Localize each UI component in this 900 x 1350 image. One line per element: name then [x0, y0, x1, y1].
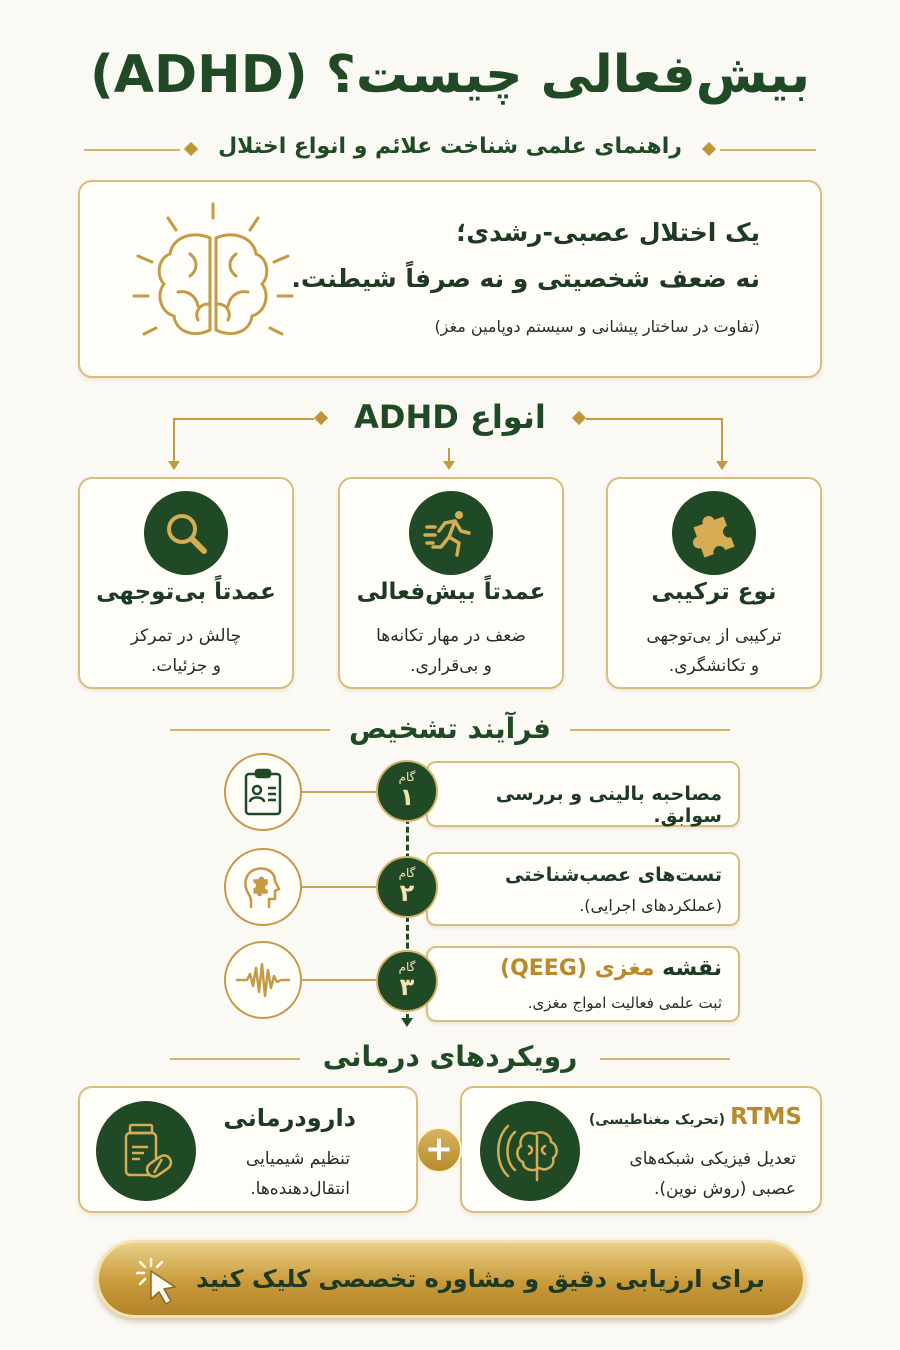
type-desc [608, 621, 820, 681]
step-label: گام [398, 866, 416, 880]
brain-icon [128, 196, 298, 366]
step-title: مصاحبه بالینی و بررسی سوابق. [495, 783, 722, 827]
step-number: ۲ [399, 879, 415, 907]
step-label: گام [398, 960, 416, 974]
step-badge-2 [376, 856, 438, 918]
step-number: ۱ [399, 783, 415, 811]
type-card-inattentive [78, 477, 294, 689]
head-puzzle-icon [224, 848, 302, 926]
type-desc [80, 621, 292, 681]
medication-desc-line: انتقال‌دهنده‌ها. [250, 1179, 350, 1199]
intro-line-1: یک اختلال عصبی-رشدی؛ [456, 218, 760, 247]
running-person-icon [409, 491, 493, 575]
type-desc-line: و بی‌قراری. [410, 656, 492, 676]
connector-line [302, 979, 378, 981]
connector-line [174, 418, 314, 420]
intro-card [78, 180, 822, 378]
clipboard-icon [224, 753, 302, 831]
brain-magnetic-icon [480, 1101, 580, 1201]
treatment-card-medication [78, 1086, 418, 1213]
rtms-desc-line: عصبی (روش نوین). [653, 1179, 796, 1199]
type-desc [340, 621, 562, 681]
step-subtitle: (عملکردهای اجرایی). [579, 896, 722, 915]
type-title: عمدتاً بیش‌فعالی [356, 579, 546, 605]
type-card-hyperactive [338, 477, 564, 689]
arrow-down-icon [168, 461, 180, 470]
medication-desc [246, 1144, 350, 1204]
type-desc-line: چالش در تمرکز [130, 626, 242, 646]
medication-desc-line: تنظیم شیمیایی [245, 1149, 350, 1169]
type-desc-line: ترکیبی از بی‌توجهی [646, 626, 782, 646]
type-title: عمدتاً بی‌توجهی [96, 579, 276, 605]
arrow-down-icon [716, 461, 728, 470]
connector-line [448, 448, 450, 462]
connector-line [173, 418, 175, 462]
cta-button[interactable] [96, 1240, 806, 1318]
step-badge-3 [376, 950, 438, 1012]
step-number: ۳ [399, 973, 415, 1001]
treatment-card-rtms [460, 1086, 822, 1213]
type-title: نوع ترکیبی [651, 579, 777, 605]
step-title-main: نقشه [662, 956, 722, 981]
intro-line-2: نه ضعف شخصیتی و نه صرفاً شیطنت. [291, 264, 760, 293]
pill-bottle-icon [96, 1101, 196, 1201]
puzzle-icon [672, 491, 756, 575]
step-label: گام [398, 770, 416, 784]
step-card-1 [426, 761, 740, 827]
intro-note: (تفاوت در ساختار پیشانی و سیستم دوپامین مغز) [434, 317, 760, 336]
step-subtitle: ثبت علمی فعالیت امواج مغزی. [527, 994, 722, 1012]
step-card-2 [426, 852, 740, 926]
step-badge-1 [376, 760, 438, 822]
rtms-desc [629, 1144, 796, 1204]
diagnosis-heading: فرآیند تشخیص [348, 712, 552, 745]
type-card-combined [606, 477, 822, 689]
rtms-title-row [589, 1104, 802, 1130]
page-subtitle: راهنمای علمی شناخت علائم و انواع اختلال [218, 134, 682, 159]
arrow-down-icon [443, 461, 455, 470]
step-title-highlight: مغزی (QEEG) [500, 956, 655, 981]
connector-line [302, 886, 378, 888]
cursor-click-icon [131, 1255, 185, 1309]
brainwave-icon [224, 941, 302, 1019]
arrow-down-icon [401, 1018, 413, 1027]
step-card-3 [426, 946, 740, 1022]
connector-line [586, 418, 722, 420]
connector-line [721, 418, 723, 462]
page-title: بیش‌فعالی چیست؟ (ADHD) [90, 45, 810, 105]
step-title: تست‌های عصب‌شناختی [505, 864, 722, 886]
plus-icon: + [416, 1127, 462, 1173]
connector-line [302, 791, 378, 793]
medication-title: دارودرمانی [223, 1104, 356, 1132]
types-heading: انواع ADHD [354, 398, 546, 436]
type-desc-line: ضعف در مهار تکانه‌ها [376, 626, 526, 646]
cta-label: برای ارزیابی دقیق و مشاوره تخصصی کلیک کنید [196, 1265, 765, 1293]
type-desc-line: و جزئیات. [151, 656, 221, 676]
treatment-heading: رویکردهای درمانی [322, 1040, 578, 1073]
type-desc-line: و تکانشگری. [668, 656, 760, 676]
rtms-title-note: (تحریک مغناطیسی) [588, 1112, 726, 1128]
rtms-desc-line: تعدیل فیزیکی شبکه‌های [629, 1149, 796, 1169]
magnifier-icon [144, 491, 228, 575]
step-title [500, 956, 722, 981]
rtms-title: RTMS [730, 1104, 802, 1130]
